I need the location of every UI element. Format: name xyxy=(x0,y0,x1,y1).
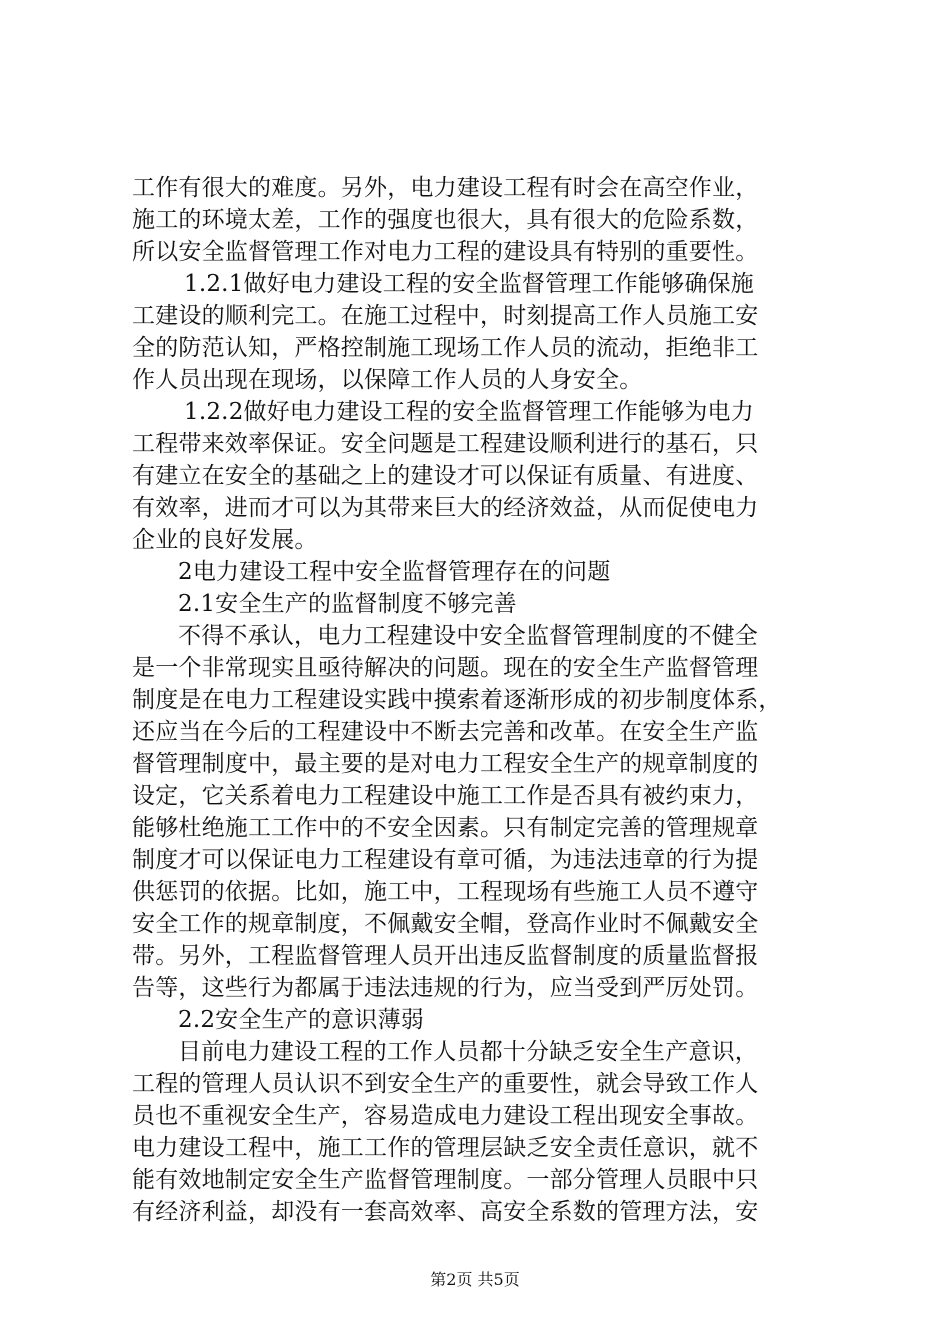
text-line: 是一个非常现实且亟待解决的问题。现在的安全生产监督管理 xyxy=(132,655,759,681)
text-line: 1.2.2做好电力建设工程的安全监督管理工作能够为电力 xyxy=(184,399,754,425)
text-line: 供惩罚的依据。比如，施工中，工程现场有些施工人员不遵守 xyxy=(132,879,759,905)
text-line: 全的防范认知，严格控制施工现场工作人员的流动，拒绝非工 xyxy=(132,335,759,361)
text-line: 工建设的顺利完工。在施工过程中，时刻提高工作人员施工安 xyxy=(132,303,759,329)
text-line: 能有效地制定安全生产监督管理制度。一部分管理人员眼中只 xyxy=(132,1167,759,1193)
text-line: 所以安全监督管理工作对电力工程的建设具有特别的重要性。 xyxy=(132,239,759,265)
text-line: 制度才可以保证电力工程建设有章可循，为违法违章的行为提 xyxy=(132,847,759,873)
text-line: 设定，它关系着电力工程建设中施工工作是否具有被约束力， xyxy=(132,783,759,809)
text-line: 目前电力建设工程的工作人员都十分缺乏安全生产意识， xyxy=(178,1039,758,1065)
text-line: 安全工作的规章制度，不佩戴安全帽，登高作业时不佩戴安全 xyxy=(132,911,759,937)
text-line: 2.2安全生产的意识薄弱 xyxy=(178,1007,424,1033)
text-line: 有建立在安全的基础之上的建设才可以保证有质量、有进度、 xyxy=(132,463,759,489)
text-line: 施工的环境太差，工作的强度也很大，具有很大的危险系数， xyxy=(132,207,759,233)
text-line: 不得不承认，电力工程建设中安全监督管理制度的不健全 xyxy=(178,623,758,649)
text-line: 督管理制度中，最主要的是对电力工程安全生产的规章制度的 xyxy=(132,751,759,777)
text-line: 企业的良好发展。 xyxy=(132,527,318,553)
page-footer: 第2页 共5页 xyxy=(430,1270,520,1289)
text-line: 有经济利益，却没有一套高效率、高安全系数的管理方法，安 xyxy=(132,1199,759,1225)
text-line: 工程的管理人员认识不到安全生产的重要性，就会导致工作人 xyxy=(132,1071,759,1097)
text-line: 工作有很大的难度。另外，电力建设工程有时会在高空作业， xyxy=(132,175,759,201)
text-line: 带。另外，工程监督管理人员开出违反监督制度的质量监督报 xyxy=(132,943,759,969)
text-line: 能够杜绝施工工作中的不安全因素。只有制定完善的管理规章 xyxy=(132,815,759,841)
text-line: 告等，这些行为都属于违法违规的行为，应当受到严厉处罚。 xyxy=(132,975,759,1001)
text-line: 工程带来效率保证。安全问题是工程建设顺利进行的基石，只 xyxy=(132,431,759,457)
text-line: 2.1安全生产的监督制度不够完善 xyxy=(178,591,517,617)
text-line: 员也不重视安全生产，容易造成电力建设工程出现安全事故。 xyxy=(132,1103,759,1129)
text-line: 电力建设工程中，施工工作的管理层缺乏安全责任意识，就不 xyxy=(132,1135,759,1161)
body-text xyxy=(132,172,822,1228)
text-line: 制度是在电力工程建设实践中摸索着逐渐形成的初步制度体系， xyxy=(132,687,782,713)
text-line: 1.2.1做好电力建设工程的安全监督管理工作能够确保施 xyxy=(184,271,754,297)
text-line: 有效率，进而才可以为其带来巨大的经济效益，从而促使电力 xyxy=(132,495,759,521)
text-line: 还应当在今后的工程建设中不断去完善和改革。在安全生产监 xyxy=(132,719,759,745)
text-line: 作人员出现在现场，以保障工作人员的人身安全。 xyxy=(132,367,643,393)
text-line: 2电力建设工程中安全监督管理存在的问题 xyxy=(178,559,611,585)
